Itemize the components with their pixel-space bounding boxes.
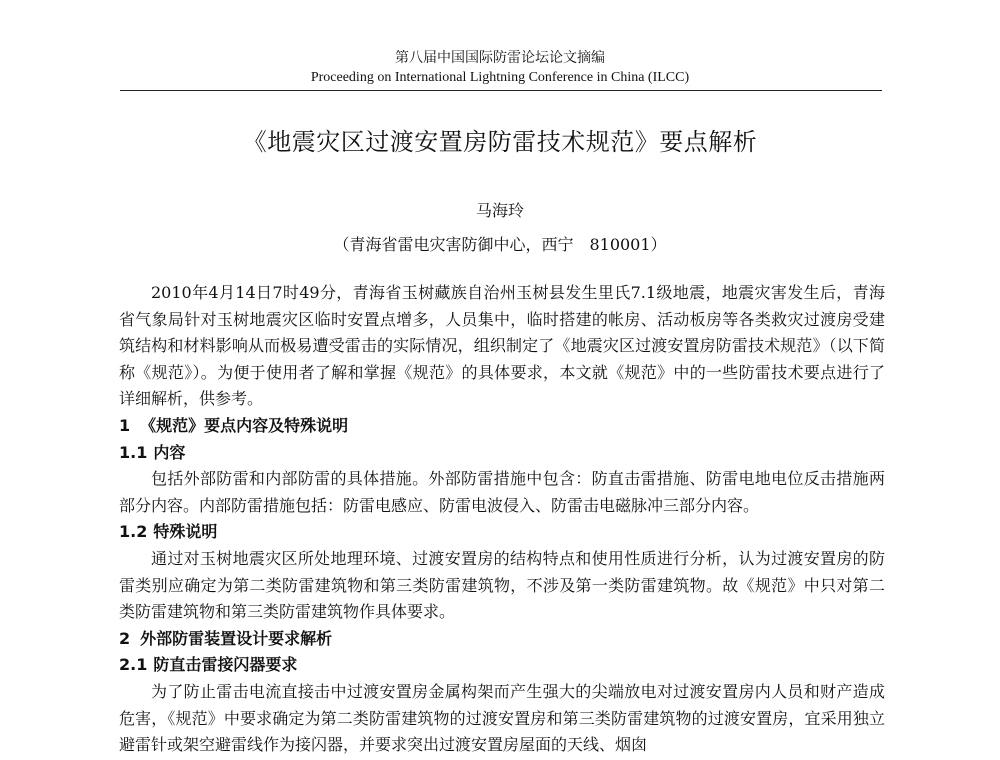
section-number: 1.2 xyxy=(119,522,148,542)
section-1-heading xyxy=(119,413,885,440)
paper-title: 《地震灾区过渡安置房防雷技术规范》要点解析 xyxy=(242,128,758,156)
section-number: 1.1 xyxy=(119,442,148,462)
section-title: 防直击雷接闪器要求 xyxy=(153,655,298,675)
section-1-1-paragraph: 包括外部防雷和内部防雷的具体措施。外部防雷措施中包含：防直击雷措施、防雷电地电位反击措施两部分内容。内部防雷措施包括：防雷电感应、防雷电波侵入、防雷击电磁脉冲三部分内容。 xyxy=(119,469,885,515)
section-number: 1 xyxy=(119,415,131,435)
header-rule xyxy=(120,90,882,91)
section-title: 特殊说明 xyxy=(153,522,218,542)
section-2-1-paragraph: 为了防止雷击电流直接击中过渡安置房金属构架而产生强大的尖端放电对过渡安置房内人员和财产造成危害，《规范》中要求确定为第二类防雷建筑物的过渡安置房和第三类防雷建筑物的过渡安置房，宜采用独立避雷针或架空避雷线作为接闪器，并要求突出过渡安置房屋面的天线、烟囱 xyxy=(119,681,885,755)
section-title: 《规范》要点内容及特殊说明 xyxy=(140,415,349,435)
section-title: 内容 xyxy=(153,442,186,462)
paper-body xyxy=(119,280,885,759)
section-1-2-paragraph: 通过对玉树地震灾区所处地理环境、过渡安置房的结构特点和使用性质进行分析，认为过渡安置房的防雷类别应确定为第二类防雷建筑物和第三类防雷建筑物，不涉及第一类防雷建筑物。故《规范》中只对第二类防雷建筑物和第三类防雷建筑物作具体要求。 xyxy=(119,548,885,622)
running-header xyxy=(120,48,880,88)
author-affiliation: （青海省雷电灾害防御中心，西宁 810001） xyxy=(333,235,667,254)
intro-paragraph: 2010年4月14日7时49分，青海省玉树藏族自治州玉树县发生里氏7.1级地震，地震灾害发生后，青海省气象局针对玉树地震灾区临时安置点增多，人员集中，临时搭建的帐房、活动板房等各类救灾过渡房受建筑结构和材料影响从而极易遭受雷击的实际情况，组织制定了《地震灾区过渡安置房防雷技术规范》（以下简称《规范》）。为便于使用者了解和掌握《规范》的具体要求，本文就《规范》中的一些防雷技术要点进行了详细解析，供参考。 xyxy=(119,283,885,409)
section-2-1-heading xyxy=(119,652,885,679)
proceedings-title-cn: 第八届中国国际防雷论坛论文摘编 xyxy=(395,50,605,66)
section-2-heading xyxy=(119,626,885,653)
section-number: 2.1 xyxy=(119,655,148,675)
section-title: 外部防雷装置设计要求解析 xyxy=(140,628,333,648)
section-1-1-heading xyxy=(119,440,885,467)
proceedings-title-en: Proceeding on International Lightning Conference in China (ILCC) xyxy=(310,70,690,85)
author-name: 马海玲 xyxy=(475,201,524,220)
section-1-2-heading xyxy=(119,519,885,546)
section-number: 2 xyxy=(119,628,131,648)
